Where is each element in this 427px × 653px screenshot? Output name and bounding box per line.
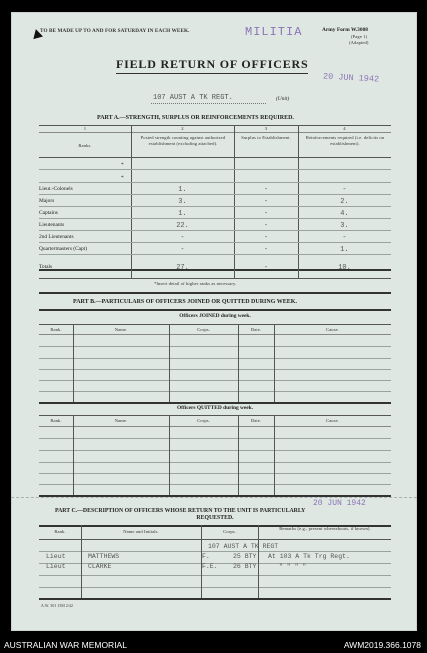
- officer-rank: Lieut: [46, 563, 66, 570]
- row-reinforcements: 1.: [340, 246, 349, 254]
- col-rank: Rank.: [54, 529, 66, 534]
- officer-corps: 26 BTY: [233, 563, 257, 570]
- totals-label: Totals: [39, 264, 53, 270]
- row-rank: Lieutenants: [39, 222, 65, 228]
- row-reinforcements: 3.: [340, 222, 349, 230]
- form-page: (Page 1): [351, 34, 368, 39]
- row-surplus: -: [263, 210, 269, 218]
- row-rank: Lieut.-Colonels: [39, 186, 73, 192]
- unit-name: 107 AUST A TK REGT.: [153, 94, 233, 102]
- col-cause: Cause.: [326, 327, 339, 332]
- header-surplus: Surplus to Establishment.: [241, 135, 291, 140]
- row-rank: Majors: [39, 198, 55, 204]
- officer-corps: 25 BTY: [233, 553, 257, 560]
- col-name: Name.: [114, 418, 128, 423]
- officer-remarks: At 103 A Tk Trg Regt.: [268, 553, 350, 560]
- header-posted: Posted strength counting against authorized establishment (excluding attached).: [140, 135, 226, 146]
- militia-stamp: MILITIA: [245, 25, 303, 39]
- col-remarks: Remarks (e.g., present whereabouts, if known).: [279, 526, 371, 531]
- top-note: TO BE MADE UP TO AND FOR SATURDAY IN EACH WEEK.: [40, 28, 190, 34]
- row-reinforcements: -: [342, 234, 347, 242]
- row-surplus: -: [263, 222, 269, 230]
- officer-initials: F.E.: [202, 563, 218, 570]
- part-c-unit: 107 AUST A TK REGT: [208, 543, 279, 550]
- header-ranks: Ranks.: [78, 143, 92, 148]
- footer-institution: AUSTRALIAN WAR MEMORIAL: [4, 640, 127, 650]
- col-date: Date.: [250, 327, 262, 332]
- row-rank: Quartermasters (Capt): [39, 246, 88, 252]
- col-number: 1: [83, 126, 87, 131]
- totals-reinforcements: 10.: [338, 264, 351, 272]
- row-posted: 22.: [176, 222, 189, 230]
- quitted-title: Officers QUITTED during week.: [176, 405, 254, 411]
- row-reinforcements: 2.: [340, 198, 349, 206]
- row-posted: 3.: [178, 198, 187, 206]
- row-posted: -: [180, 234, 185, 242]
- row-posted: -: [180, 246, 185, 254]
- unit-label: (Unit): [276, 96, 290, 102]
- col-cause: Cause.: [326, 418, 339, 423]
- printer-code: A.W. 501 15M 2/42: [41, 604, 74, 608]
- officer-remarks: " " " ": [279, 563, 307, 570]
- officer-initials: F.: [202, 553, 210, 560]
- row-rank: 2nd Lieutenants: [39, 234, 74, 240]
- row-posted: 1.: [178, 210, 187, 218]
- form-adapted: (Adapted): [349, 40, 369, 45]
- col-rank: Rank.: [50, 418, 62, 423]
- header-reinforcements: Reinforcements required (i.e. deficits on establishment).: [305, 135, 385, 146]
- row-rank: *: [121, 175, 124, 181]
- col-rank: Rank.: [50, 327, 62, 332]
- totals-posted: 27.: [176, 264, 189, 272]
- col-number: 4: [343, 126, 346, 131]
- col-number: 2: [181, 126, 184, 131]
- col-number: 3: [264, 126, 268, 131]
- form-reference: Army Form W.3008: [322, 27, 368, 33]
- officer-rank: Lieut: [46, 553, 66, 560]
- col-name: Name.: [114, 327, 128, 332]
- row-reinforcements: -: [342, 186, 347, 194]
- part-c-title: PART C.—DESCRIPTION OF OFFICERS WHOSE RETURN TO THE UNIT IS PARTICULARLY: [55, 508, 306, 514]
- col-corps: Corps.: [197, 327, 210, 332]
- row-reinforcements: 4.: [340, 210, 349, 218]
- col-name-initials: Name and Initials.: [123, 529, 159, 534]
- date-stamp: 20 JUN 1942: [322, 71, 380, 85]
- row-surplus: -: [263, 198, 269, 206]
- row-surplus: -: [263, 186, 269, 194]
- row-rank: Captains: [39, 210, 58, 216]
- row-rank: *: [121, 162, 124, 168]
- joined-title: Officers JOINED during week.: [179, 313, 251, 319]
- part-c-title-2: REQUESTED.: [196, 515, 234, 521]
- document-sheet: [11, 12, 417, 631]
- footnote: *Insert detail of higher ranks as necessary.: [154, 281, 237, 286]
- officer-name: CLARKE: [88, 563, 112, 570]
- row-surplus: -: [263, 234, 269, 242]
- row-surplus: -: [263, 246, 269, 254]
- officer-name: MATTHEWS: [88, 553, 120, 560]
- totals-surplus: -: [263, 264, 269, 272]
- part-b-title: PART B.—PARTICULARS OF OFFICERS JOINED OR QUITTED DURING WEEK.: [73, 299, 297, 305]
- col-date: Date.: [250, 418, 262, 423]
- fold-line: [11, 497, 417, 498]
- row-posted: 1.: [178, 186, 187, 194]
- page-title: FIELD RETURN OF OFFICERS: [116, 57, 308, 74]
- col-corps: Corps.: [197, 418, 210, 423]
- part-a-title: PART A.—STRENGTH, SURPLUS OR REINFORCEMENTS REQUIRED.: [97, 115, 294, 121]
- footer-accession-number: AWM2019.366.1078: [343, 640, 421, 650]
- part-c-date-stamp: 20 JUN 1942: [313, 499, 366, 508]
- unit-dotted-line: [151, 103, 266, 104]
- col-corps: Corps.: [223, 529, 236, 534]
